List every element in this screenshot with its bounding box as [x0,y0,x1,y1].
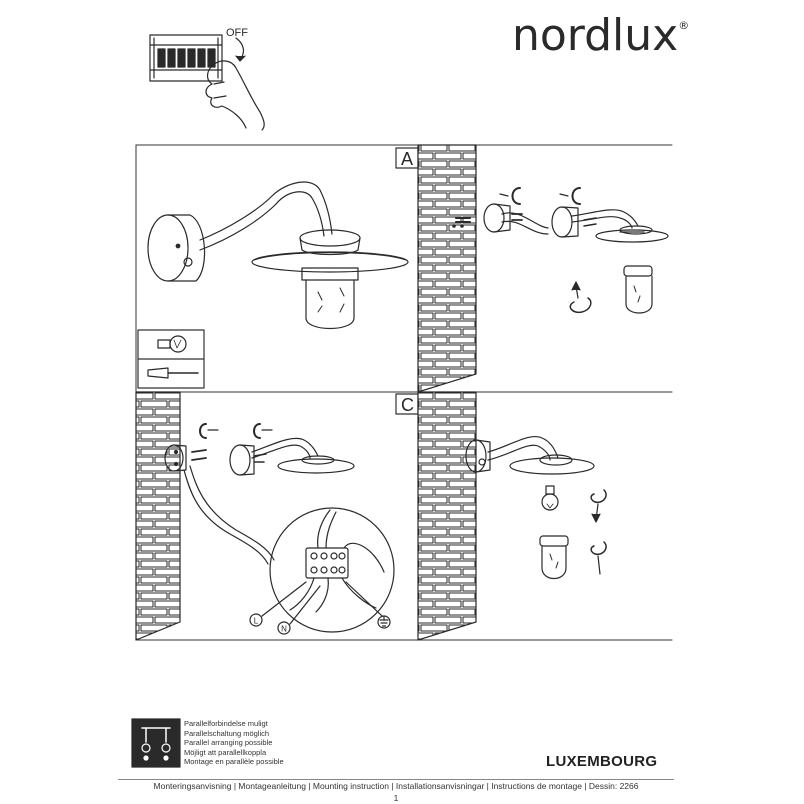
neutral-label: N [281,624,287,634]
parallel-connection-notes [184,719,284,767]
parallel-note-de: Parallelschaltung möglich [184,728,270,738]
live-label: L [253,616,259,626]
page-number: 1 [393,793,399,803]
product-name: LUXEMBOURG [546,753,658,770]
power-off-label: OFF [226,27,248,39]
panel-c-label: C [401,395,414,415]
circuit-breakers [158,49,215,67]
parallel-note-en: Parallel arranging possible [184,738,273,748]
glass-cover [306,280,354,329]
registered-mark: ® [678,19,690,32]
hand-outline [212,61,264,130]
panel-b [418,145,668,392]
clip-icon [513,188,521,204]
parallel-connection-icon [132,719,180,767]
screwdriver-icon [148,368,198,378]
light-bulb-icon [542,486,558,510]
terminal-block [306,548,348,578]
panel-c [136,392,418,640]
power-off-illustration [150,35,264,130]
wiring-detail-magnifier [270,508,394,632]
brand-name: nordlux [512,10,679,61]
brick-wall [418,392,476,640]
panel-d [418,392,606,640]
panel-a [138,148,418,388]
parallel-note-da: Parallelforbindelse muligt [184,719,268,728]
parallel-note-fr: Montage en parallèle possible [184,757,284,767]
panel-a-label: A [401,149,414,169]
brick-wall [136,392,180,640]
brick-wall [418,145,476,392]
footer-divider [118,779,674,780]
footer-text: Monteringsanvisning | Montageanleitung | Mounting instruction | Installationsanvisningar | Instructions de montage | Dessin: 2266 [153,781,639,791]
wall-plate [148,215,188,281]
parallel-note-sv: Möjligt att parallellkoppla [184,747,267,757]
light-bulb-icon [158,336,186,352]
